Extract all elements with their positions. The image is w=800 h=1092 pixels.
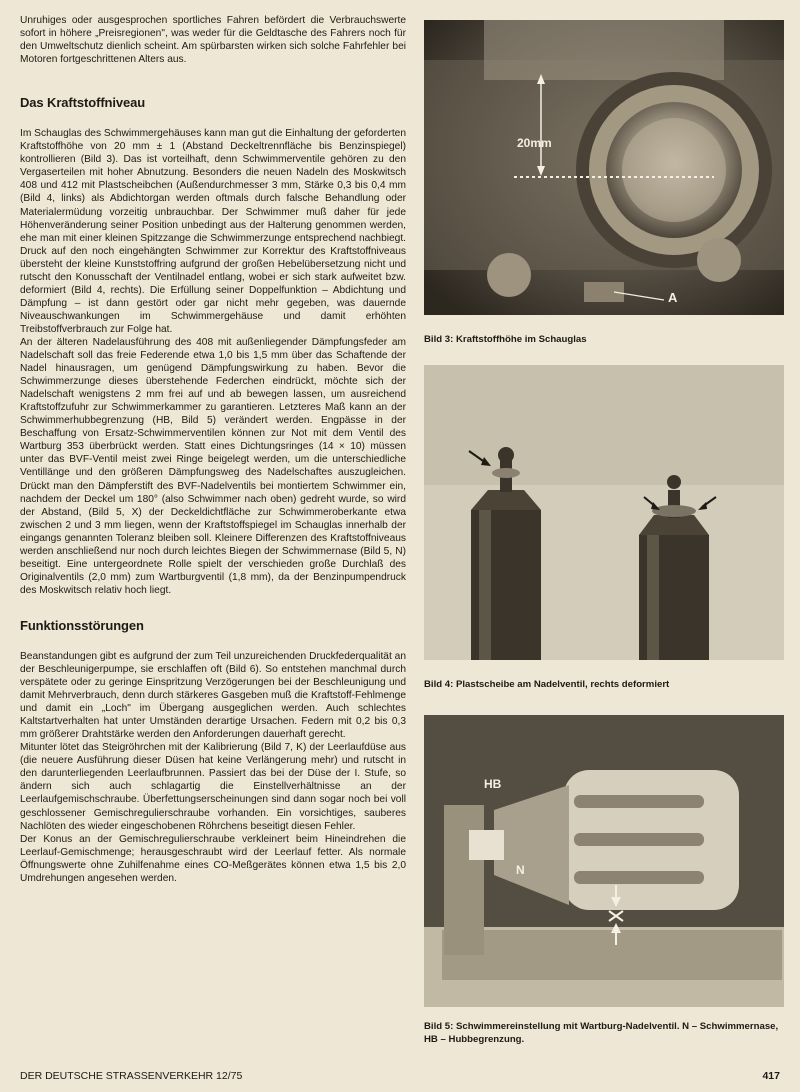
figure-3-photo	[424, 20, 784, 315]
figure-5-caption: Bild 5: Schwimmereinstellung mit Wartburg-Nadelventil. N – Schwimmernase, HB – Hubbegrenzung.	[424, 1021, 779, 1045]
body-paragraph: An der älteren Nadelausführung des 408 mit außenliegender Dämpfungsfeder am Nadelschaft soll das freie Federende etwa 1,0 bis 1,5 mm über das Schaftende der Nadel hinausragen, um genügend Dämpfungswirkung zu haben. Bevor die Schwimmerzunge dieses überstehende Federchen eindrückt, möchte sich der Nadelschaft wenigstens 2 mm frei auf und ab bewegen lassen, um ausreichend Kraftstoffzufuhr zur Schwimmerkammer zu garantieren. Letzteres Maß kann an der Schwimmerhubbegrenzung (HB, Bild 5) verändert werden. Engpässe in der Beschaffung von Ersatz-Schwimmerventilen können zur Not mit dem Ventil des Wartburg 353 überbrückt werden. Statt eines Dichtungsringes (14 × 10) müssen unter das BVF-Ventil meist zwei Ringe beigelegt werden, um die unterschiedliche Ventillänge und den größeren Dämpfungsweg des Nadelschaftes auszugleichen. Drückt man den Dämpferstift des BVF-Nadelventils bei montiertem Schwimmer ein, nachdem der Deckel um 180° (also Schwimmer nach oben) gedreht wurde, so wird der Abstand, (Bild 5, X) der Deckeldichtfläche zur Schwimmeroberkante etwa zwischen 2 und 3 mm liegen, wenn der Kraftstoffspiegel im Schauglas innerhalb der eingangs genannten Toleranz bleiben soll. Kleinere Differenzen des Kraftstoffniveaus werden anschließend nur noch durch leichtes Biegen der Schwimmernase (Bild 5, N) beseitigt. Eine untergeordnete Rolle spielt der verschieden große Durchlaß des Originalventils (2,0 mm) zum Wartburgventil (1,8 mm), da der Benzinpumpendruck des Moskwitsch relativ hoch liegt.	[20, 336, 406, 596]
label-a: A	[668, 290, 678, 305]
text-column	[20, 14, 406, 885]
footer-page-number: 417	[762, 1070, 780, 1082]
label-n: N	[516, 863, 525, 877]
needle-valves-illustration	[424, 365, 784, 660]
figure-5-photo	[424, 715, 784, 1007]
body-paragraph: Im Schauglas des Schwimmergehäuses kann man gut die Einhaltung der geforderten Kraftstoffhöhe von 20 mm ± 1 (Abstand Deckeltrennfläche bis Benzinspiegel) kontrollieren (Bild 3). Das ist vorteilhaft, denn Schwimmerventile gehören zu den Vergaserteilen mit hoher Abnutzung. Besonders die neuen Nadeln des Moskwitsch 408 und 412 mit Plastscheibchen (Außendurchmesser 3 mm, Stärke 0,3 bis 0,4 mm (Bild 4, links) als Abdichtorgan werden oftmals durch falsche Behandlung oder Materialermüdung vorzeitig unbrauchbar. Der Schwimmer muß daher für jede Höhenveränderung seiner Position unbedingt aus der Halterung genommen werden, ehe man mit einer kleinen Spitzzange die Schwimmerzunge entsprechend nachbiegt. Druck auf den noch eingehängten Schwimmer zur Korrektur des Kraftstoffniveaus übersteht der kleine Kunststoffring aufgrund der großen Hebelübersetzung nicht und rutscht den Konusschaft der Ventilnadel entlang, wobei er sich stark aufweitet bzw. deformiert (Bild 4, rechts). Die Erfüllung seiner Doppelfunktion – Abdichtung und Dämpfung – ist dann gestört oder gar nicht mehr gegeben, was dauernde Niveauschwankungen im Schwimmergehäuse und damit erhöhten Treibstoffverbrauch zur Folge hat.	[20, 128, 406, 335]
footer-publication: DER DEUTSCHE STRASSENVERKEHR 12/75	[20, 1070, 243, 1082]
label-hb: HB	[484, 777, 502, 791]
figure-4-caption: Bild 4: Plastscheibe am Nadelventil, rechts deformiert	[424, 679, 670, 690]
figure-4-photo	[424, 365, 784, 660]
body-paragraph: Mitunter lötet das Steigröhrchen mit der Kalibrierung (Bild 7, K) der Leerlaufdüse aus (die neuere Ausführung dieser Düsen hat keine Verlängerung mehr) und rutscht in den darunterliegenden Leerlaufbrunnen. Passiert das bei der Düse der I. Stufe, so ändern sich auch schlagartig die Einstellverhältnisse an der Leerlaufgemischschraube. Überfettungserscheinungen sind dann sogar noch bei voll geschlossener Gemischregulierschraube vorhanden. Ein vorsichtiges, sauberes Nachlöten des wieder eingeschobenen Röhrchens beseitigt diesen Fehler.	[20, 742, 406, 832]
body-paragraph: Beanstandungen gibt es aufgrund der zum Teil unzureichenden Druckfederqualität an der Beschleunigerpumpe, sie erschlaffen oft (Bild 6). So entstehen manchmal durch verspätete oder zu geringe Einspritzung Verzögerungen bei der Beschleunigung und damit Mehrverbrauch, denn durch stärkeres Gasgeben muß die Kraftstoff-Fehlmenge und damit ein „Loch" im Übergang ausgeglichen werden. Auch schlechtes Kaltstartverhalten hat unter Umständen derartige Ursachen. Federn mit 0,2 bis 0,3 mm größerer Drahtstärke werden den Anforderungen dauerhaft gerecht.	[20, 650, 406, 741]
body-paragraph: Der Konus an der Gemischregulierschraube verkleinert beim Hineindrehen die Leerlauf-Gemischmenge; herausgeschraubt wird der Leerlauf fetter. Als normale Öffnungswerte ohne Zuhilfenahme eines CO-Meßgerätes können etwa 1,5 bis 2,0 Umdrehungen angesehen werden.	[20, 833, 406, 884]
figure-3-caption: Bild 3: Kraftstoffhöhe im Schauglas	[424, 334, 587, 345]
sight-glass-illustration	[424, 20, 784, 315]
intro-paragraph: Unruhiges oder ausgesprochen sportliches Fahren befördert die Verbrauchswerte sofort in höhere „Preisregionen", was weder für die Geldtasche des Fahrers noch für den Umweltschutz dienlich scheint. Am spürbarsten wirken sich solche Fahrfehler bei Motoren fortgeschrittenen Alters aus.	[20, 15, 406, 66]
section-heading-kraftstoffniveau: Das Kraftstoffniveau	[20, 95, 146, 111]
label-20mm: 20mm	[517, 136, 552, 150]
section-heading-funktionsstoerungen: Funktionsstörungen	[20, 617, 144, 633]
float-setting-illustration	[424, 715, 784, 1007]
